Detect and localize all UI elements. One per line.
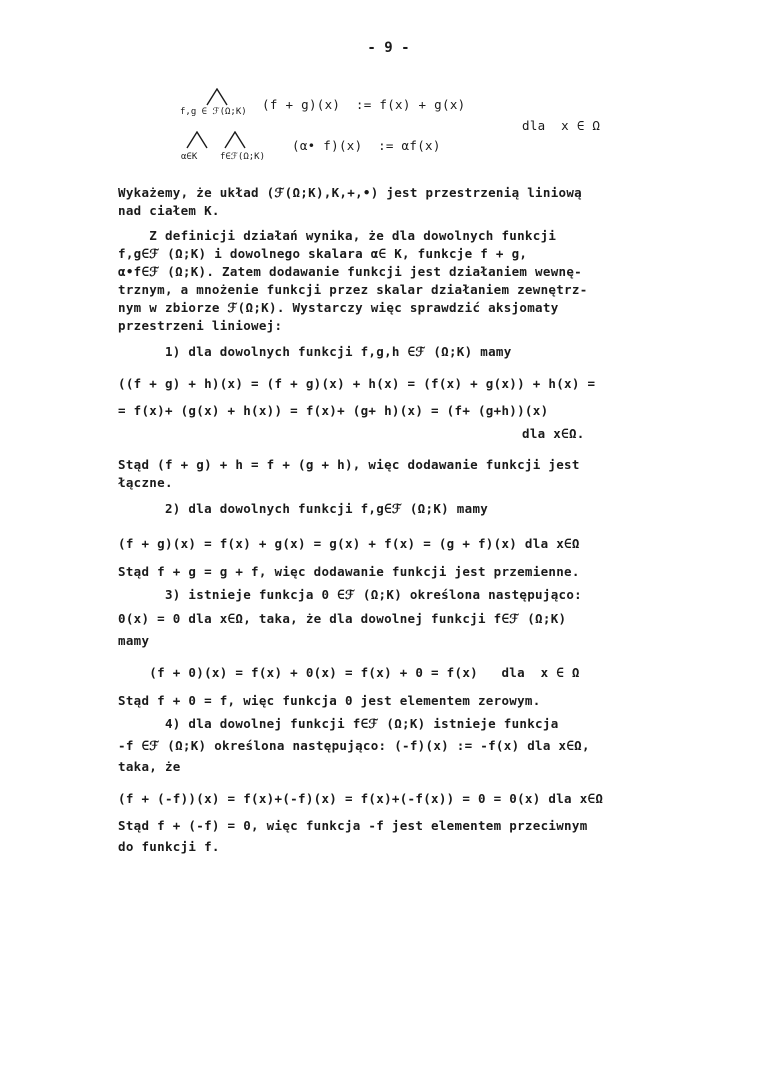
big-wedge-icon (224, 131, 246, 149)
text-line: taka, że (118, 759, 181, 774)
formula-domain: dla x∈Ω. (522, 426, 585, 441)
text-line: Z definicji działań wynika, że dla dowolnych funkcji (118, 228, 557, 243)
text-line: nad ciałem K. (118, 203, 220, 218)
axiom-3-heading: 3) istnieje funkcja 0 ∈ℱ (Ω;K) określona następująco: (118, 587, 583, 602)
text-line: f,g∈ℱ (Ω;K) i dowolnego skalara α∈ K, funkcje f + g, (118, 246, 528, 261)
domain-note: dla x ∈ Ω (522, 118, 601, 133)
text-line: 0(x) = 0 dla x∈Ω, taka, że dla dowolnej funkcji f∈ℱ (Ω;K) (118, 611, 567, 626)
axiom-4-heading: 4) dla dowolnej funkcji f∈ℱ (Ω;K) istnieje funkcja (118, 716, 559, 731)
text-line: mamy (118, 633, 150, 648)
text-line: Stąd f + g = g + f, więc dodawanie funkcji jest przemienne. (118, 564, 580, 579)
text-line: α•f∈ℱ (Ω;K). Zatem dodawanie funkcji jest działaniem wewnę- (118, 264, 583, 279)
text-line: Stąd f + 0 = f, więc funkcja 0 jest elementem zerowym. (118, 693, 541, 708)
sum-quantifier: f,g ∈ ℱ(Ω;K) (180, 107, 247, 117)
text-line: do funkcji f. (118, 839, 220, 854)
text-line: nym w zbiorze ℱ(Ω;K). Wystarczy więc sprawdzić aksjomaty (118, 300, 559, 315)
text-line: Stąd f + (-f) = 0, więc funkcja -f jest elementem przeciwnym (118, 818, 588, 833)
big-wedge-icon (186, 131, 208, 149)
big-wedge-icon (206, 88, 228, 106)
scalar-definition: (α• f)(x) := αf(x) (292, 138, 441, 153)
text-line: -f ∈ℱ (Ω;K) określona następująco: (-f)(x) := -f(x) dla x∈Ω, (118, 738, 590, 753)
text-line: Stąd (f + g) + h = f + (g + h), więc dodawanie funkcji jest (118, 457, 580, 472)
page-number: - 9 - (367, 40, 410, 56)
text-line: przestrzeni liniowej: (118, 318, 283, 333)
text-line: trznym, a mnożenie funkcji przez skalar działaniem zewnętrz- (118, 282, 588, 297)
formula-line: ((f + g) + h)(x) = (f + g)(x) + h(x) = (f(x) + g(x)) + h(x) = (118, 376, 596, 391)
axiom-2-heading: 2) dla dowolnych funkcji f,g∈ℱ (Ω;K) mamy (118, 501, 489, 516)
text-line: Wykażemy, że układ (ℱ(Ω;K),K,+,•) jest przestrzenią liniową (118, 185, 583, 200)
sum-definition: (f + g)(x) := f(x) + g(x) (262, 97, 466, 112)
axiom-1-heading: 1) dla dowolnych funkcji f,g,h ∈ℱ (Ω;K) mamy (118, 344, 512, 359)
formula-line: (f + (-f))(x) = f(x)+(-f)(x) = f(x)+(-f(x)) = 0 = 0(x) dla x∈Ω (118, 791, 604, 806)
function-quantifier: f∈ℱ(Ω;K) (220, 152, 266, 162)
formula-line: (f + g)(x) = f(x) + g(x) = g(x) + f(x) = (g + f)(x) dla x∈Ω (118, 536, 580, 551)
formula-line: = f(x)+ (g(x) + h(x)) = f(x)+ (g+ h)(x) = (f+ (g+h))(x) (118, 403, 549, 418)
text-line: łączne. (118, 475, 173, 490)
scalar-quantifier: α∈K (181, 152, 198, 162)
formula-line: (f + 0)(x) = f(x) + 0(x) = f(x) + 0 = f(x) dla x ∈ Ω (118, 665, 580, 680)
